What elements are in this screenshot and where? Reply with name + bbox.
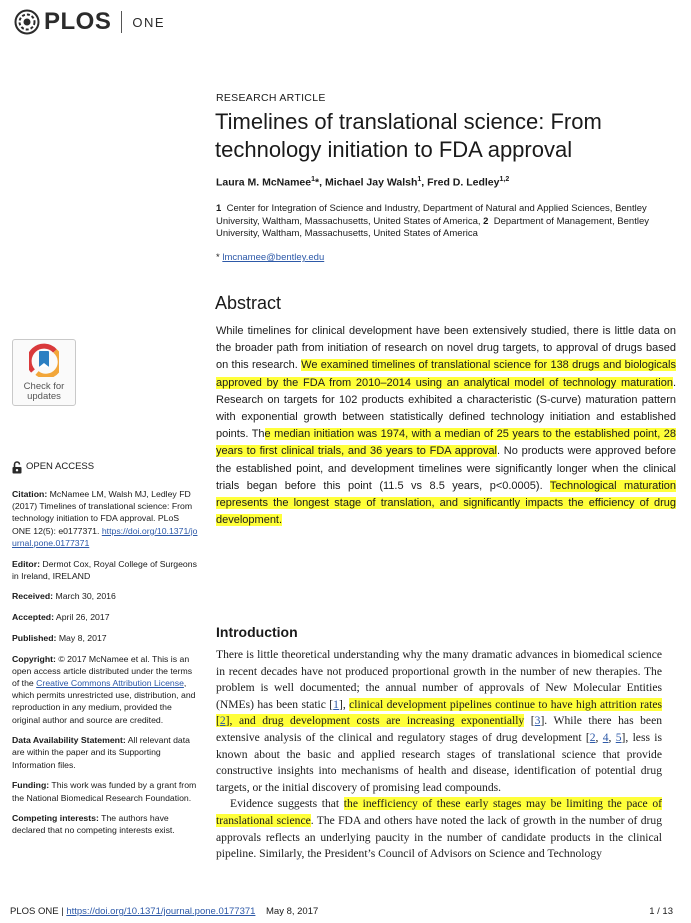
accepted-date: April 26, 2017 [54,612,110,623]
introduction-text [216,647,662,863]
author-affiliation-mark: 1 [417,176,422,183]
article-title: Timelines of translational science: From technology initiation to FDA approval [215,109,602,162]
corresponding-mark: * [216,252,220,263]
text-run: There is little theoretical understanding why the many dramatic advances in biomedical science in recent decades have not produced proportional growth in the number of new therapies. The problem is well documented; the annual number of approvals of New Molecular Entities (NMEs) has been static [ [216,648,662,711]
copyright-label: Copyright: [12,653,56,664]
published-block [12,632,198,644]
corresponding-author [216,252,324,263]
editor-label: Editor: [12,558,40,569]
editor-text: Dermot Cox, Royal College of Surgeons in Ireland, IRELAND [12,558,197,581]
data-availability-label: Data Availability Statement: [12,735,126,746]
highlight-run: the inefficiency of these early stages may be limiting the pace of translational science [216,797,663,827]
competing-interests-block [12,812,198,836]
abstract-text [216,323,676,529]
reference-link[interactable]: 5 [615,730,622,744]
affiliations [216,203,661,241]
published-date: May 8, 2017 [56,632,107,643]
open-access-lock-icon [12,461,22,474]
paragraph [216,647,662,796]
reference-link[interactable]: 2 [219,714,226,728]
abstract-sentence: . No products were approved before the established point, and development timelines were significantly longer when the clinical trials began before this point (11.5 vs 8.5 years, p<0.0005). [216,445,676,492]
check-for-updates-icon [29,343,59,377]
affiliation-number: 2 [483,215,489,227]
abstract-highlight: e median initiation was 1974, with a median of 25 years to the established point, 28 years to first clinical trials, and 36 years to FDA approval [216,428,676,458]
check-for-updates-label: updates [27,391,61,402]
abstract-sentence: While timelines for clinical development have been extensively studied, there is little data on the broader path from initiation of research on novel drug targets, to approval of drugs based on this research. [216,325,676,372]
text-run: ]. While there has been extensive analysis of the clinical and regulatory stages of drug development [ [216,714,663,744]
abstract-heading: Abstract [215,293,282,313]
email-link[interactable]: lmcnamee@bentley.edu [222,252,325,263]
received-block [12,590,198,602]
affiliation-number: 1 [216,203,222,214]
page-number: 1 / 13 [649,906,673,917]
check-for-updates-label: Check for [23,381,65,392]
text-run: Evidence suggests that [230,797,344,811]
citation-label: Citation: [12,489,48,499]
copyright-text: , which permits unrestricted use, distribution, and reproduction in any medium, provided the original author and source are credited. [12,677,196,725]
reference-link[interactable]: 2 [589,730,596,744]
received-date: March 30, 2016 [53,591,116,602]
data-availability-block [12,734,198,771]
article-type: RESEARCH ARTICLE [216,92,326,104]
abstract-sentence: . Research on targets for 102 products exhibited a characteristic (S-curve) maturation pattern with exponential growth between statistically defined technology initiation and established points. Th [216,376,676,441]
check-for-updates-button[interactable] [12,339,76,406]
text-run: [ [524,714,535,728]
corresponding-mark: * [315,176,320,189]
published-label: Published: [12,632,57,643]
author-affiliation-mark: 1,2 [499,176,510,183]
text-run: . The FDA and others have noted the lack of growth in the number of drug approvals reflects an underlying paucity in the number of candidate products in the clinical pipeline. Similarly, the President’s Council of Advisors on Science and Technology [216,813,662,861]
reference-link[interactable]: 4 [602,730,609,744]
footer-left [10,906,318,917]
abstract-highlight: We examined timelines of translational science for 138 drugs and biologicals approved by the FDA from 2010–2014 using an analytical model of technology maturation [216,359,676,389]
logo-divider [121,11,122,33]
copyright-block [12,653,198,726]
open-access-label: OPEN ACCESS [26,461,95,473]
text-run: , [595,730,603,744]
paragraph [216,796,662,862]
author-name[interactable]: Fred D. Ledley [427,176,500,189]
citation-text: McNamee LM, Walsh MJ, Ledley FD (2017) Timelines of translational science: From technology initiation to FDA approval. PLoS ONE 12(5): e0177371. [12,489,193,536]
footer-journal: PLOS ONE [10,906,59,917]
footer-separator: | [58,906,67,917]
affiliation-text: Department of Management, Bentley University, Waltham, Massachusetts, United States of America [216,215,649,239]
author-name[interactable]: Michael Jay Walsh [324,176,418,189]
brand-name: PLOS [44,8,112,35]
introduction-heading: Introduction [216,624,298,640]
accepted-label: Accepted: [12,612,54,623]
author-name[interactable]: Laura M. McNamee [216,176,312,189]
funding-label: Funding: [12,780,50,791]
article-info-sidebar [12,461,198,845]
author-affiliation-mark: 1 [311,176,316,183]
footer-doi-link[interactable]: https://doi.org/10.1371/journal.pone.0177371 [66,906,256,917]
journal-name: ONE [132,14,166,30]
copyright-text: © 2017 McNamee et al. This is an open access article distributed under the terms of the [12,653,193,688]
funding-block [12,779,198,803]
reference-link[interactable]: 3 [534,714,541,728]
text-run: ], and drug development costs are increasing exponentially [225,714,525,728]
text-run: ], [338,697,350,711]
citation-block [12,488,198,549]
author-list: Laura M. McNamee$^1$*, Michael Jay Walsh$^1$, Fred D. Ledley$^{1,2}$ [216,176,510,189]
competing-interests-label: Competing interests: [12,813,99,824]
funding-text: This work was funded by a grant from the National Biomedical Research Foundation. [12,780,197,803]
abstract-highlight: Technological maturation represents the longest stage of translation, and significantly impacts the efficiency of drug development. [216,479,677,527]
license-link[interactable]: Creative Commons Attribution License [36,677,184,688]
affiliation-text: Center for Integration of Science and Industry, Department of Natural and Applied Sciences, Bentley University, Waltham, Massachusetts, United States of America, [216,203,647,227]
plos-logo-icon [14,9,40,35]
competing-interests-text: The authors have declared that no competing interests exist. [12,813,175,836]
accepted-block [12,611,198,623]
editor-block [12,558,198,582]
reference-link[interactable]: 1 [333,697,339,711]
plos-one-logo[interactable] [14,8,165,36]
text-run: clinical development pipelines continue to have high attrition rates [ [216,697,662,728]
text-run: ], less is known about the basic and applied research stages of translational science that provide constructive insights into mechanisms of health and disease, identification of potential drug targets, or the initial discovery of promising lead compounds. [216,730,663,794]
text-run: , [608,730,616,744]
open-access-badge [12,461,198,474]
received-label: Received: [12,591,54,602]
data-availability-text: All relevant data are within the paper and its Supporting Information files. [12,735,191,770]
citation-doi-link[interactable]: https://doi.org/10.1371/journal.pone.0177371 [12,525,198,548]
footer-date: May 8, 2017 [266,906,319,917]
